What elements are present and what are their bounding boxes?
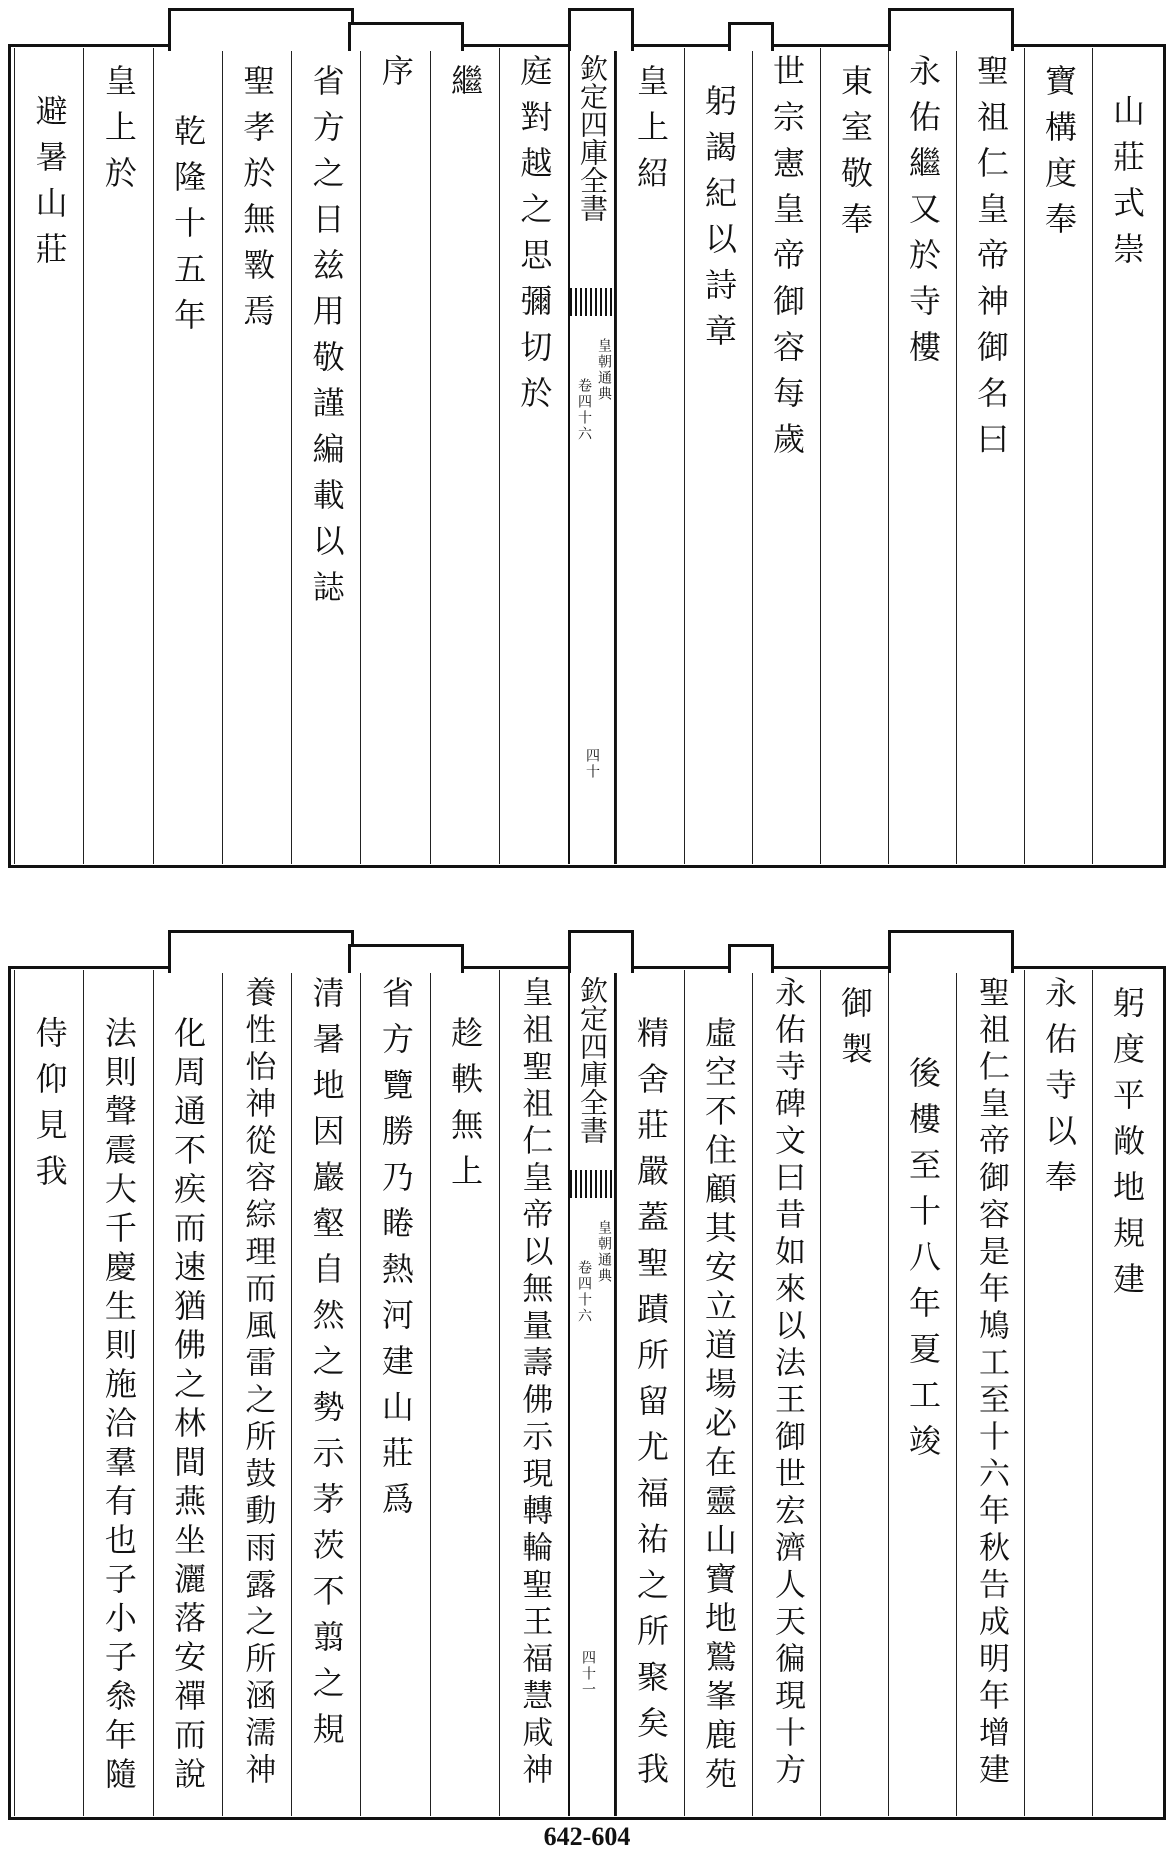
top_page-column-11 (360, 48, 430, 864)
bottom_page-column-12 (291, 970, 361, 1816)
column-text: 法則聲震大千慶生則施洽羣有也子小子叅年隨 (99, 1016, 138, 1796)
top_page-column-12 (291, 48, 361, 864)
column-text: 後樓至十八年夏工竣 (904, 1056, 942, 1470)
column-text: 寶構度奉 (1040, 64, 1078, 248)
top-page (8, 8, 1166, 868)
top_page-column-7 (684, 48, 753, 864)
column-text: 永佑繼又於寺樓 (904, 54, 942, 376)
column-text: 避暑山莊 (30, 94, 69, 278)
top_page-column-16 (14, 48, 84, 864)
top_page-column-9 (499, 48, 569, 864)
column-text: 永佑寺以奉 (1040, 976, 1078, 1206)
column-text: 精舍莊嚴蓋聖蹟所留尤福祐之所聚矣我 (632, 1016, 670, 1798)
column-text: 省方之日兹用敬謹編載以誌 (307, 64, 346, 616)
top_page-column-10 (430, 48, 500, 864)
bottom_page-column-8 (616, 970, 685, 1816)
column-text: 化周通不疾而速猶佛之林間燕坐灑落安禪而說 (169, 1016, 208, 1796)
banner-title: 欽定四庫全書 (576, 976, 609, 1144)
column-text: 序 (376, 54, 415, 100)
column-text: 趁軼無上 (446, 1016, 485, 1200)
bottom_page-column-14 (153, 970, 223, 1816)
top_page-column-4 (888, 48, 957, 864)
stepped-header-tab (168, 930, 354, 973)
column-text: 乾隆十五年 (169, 114, 208, 344)
column-text: 養性怡神從容綜理而風雷之所鼓動雨露之所涵濡神 (239, 976, 276, 1790)
bottom-page (8, 930, 1166, 1820)
bottom_page-column-11 (360, 970, 430, 1816)
top_page-column-3 (956, 48, 1025, 864)
stepped-header-tab (168, 8, 354, 51)
column-text: 清暑地因巖壑自然之勢示茅茨不翦之規 (307, 976, 346, 1758)
page-footer-number: 642-604 (543, 1822, 631, 1851)
bottom_page-column-2 (1024, 970, 1093, 1816)
bottom_page-column-5 (820, 970, 889, 1816)
banner-juan: 卷四十六 (576, 378, 592, 442)
column-text: 聖祖仁皇帝御容是年鳩工至十六年秋告成明年增建 (973, 976, 1009, 1790)
banner-page: 四十 (584, 748, 600, 780)
stepped-header-tab (888, 930, 1014, 973)
column-text: 繼 (446, 64, 485, 110)
top_page-column-6 (752, 48, 821, 864)
banner-book: 皇朝通典 (596, 338, 612, 402)
banner-book: 皇朝通典 (596, 1220, 612, 1284)
column-text: 皇上於 (99, 64, 138, 202)
top_page-column-5 (820, 48, 889, 864)
fish-tail-mark (570, 288, 614, 316)
column-text: 聖孝於無斁焉 (238, 64, 277, 340)
banner-page: 四十一 (580, 1650, 596, 1698)
column-text: 永佑寺碑文曰昔如來以法王御世宏濟人天徧現十方 (769, 976, 805, 1790)
top_page-column-13 (222, 48, 292, 864)
bottom_page-column-3 (956, 970, 1025, 1816)
top_page-column-15 (83, 48, 153, 864)
top_page-column-2 (1024, 48, 1093, 864)
column-text: 躬度平敞地規建 (1108, 986, 1146, 1308)
column-text: 御製 (836, 986, 874, 1078)
bottom_page-column-1 (1092, 970, 1161, 1816)
bottom_page-column-10 (430, 970, 500, 1816)
bottom_page-column-16 (14, 970, 84, 1816)
column-text: 東室敬奉 (836, 64, 874, 248)
column-text: 皇祖聖祖仁皇帝以無量壽佛示現轉輪聖王福慧咸神 (516, 976, 553, 1790)
banner-title: 欽定四庫全書 (576, 54, 609, 222)
top_page-column-14 (153, 48, 223, 864)
top_page-column-1 (1092, 48, 1161, 864)
bottom_page-column-13 (222, 970, 292, 1816)
top_page-column-8 (616, 48, 685, 864)
bottom_page-column-6 (752, 970, 821, 1816)
column-text: 虛空不住顧其安立道場必在靈山寶地鷲峯鹿苑 (700, 1016, 738, 1796)
column-text: 侍仰見我 (30, 1016, 69, 1200)
stepped-header-tab (568, 8, 634, 51)
stepped-header-tab (728, 944, 774, 973)
column-text: 山莊式崇 (1108, 94, 1146, 278)
stepped-header-tab (568, 930, 634, 973)
fish-tail-mark (570, 1170, 614, 1198)
column-text: 世宗憲皇帝御容每歲 (768, 54, 806, 468)
bottom_page-column-15 (83, 970, 153, 1816)
column-text: 躬謁紀以詩章 (700, 84, 738, 360)
column-text: 庭對越之思彌切於 (515, 54, 554, 422)
banner-juan: 卷四十六 (576, 1260, 592, 1324)
bottom_page-column-9 (499, 970, 569, 1816)
column-text: 聖祖仁皇帝神御名曰 (972, 54, 1010, 468)
top-center-banner (568, 48, 616, 864)
stepped-header-tab (348, 22, 464, 51)
bottom_page-column-7 (684, 970, 753, 1816)
column-text: 省方覽勝乃睠熱河建山莊爲 (376, 976, 415, 1528)
stepped-header-tab (348, 944, 464, 973)
stepped-header-tab (888, 8, 1014, 51)
stepped-header-tab (728, 22, 774, 51)
column-text: 皇上紹 (632, 64, 670, 202)
bottom_page-column-4 (888, 970, 957, 1816)
bottom-center-banner (568, 970, 616, 1816)
